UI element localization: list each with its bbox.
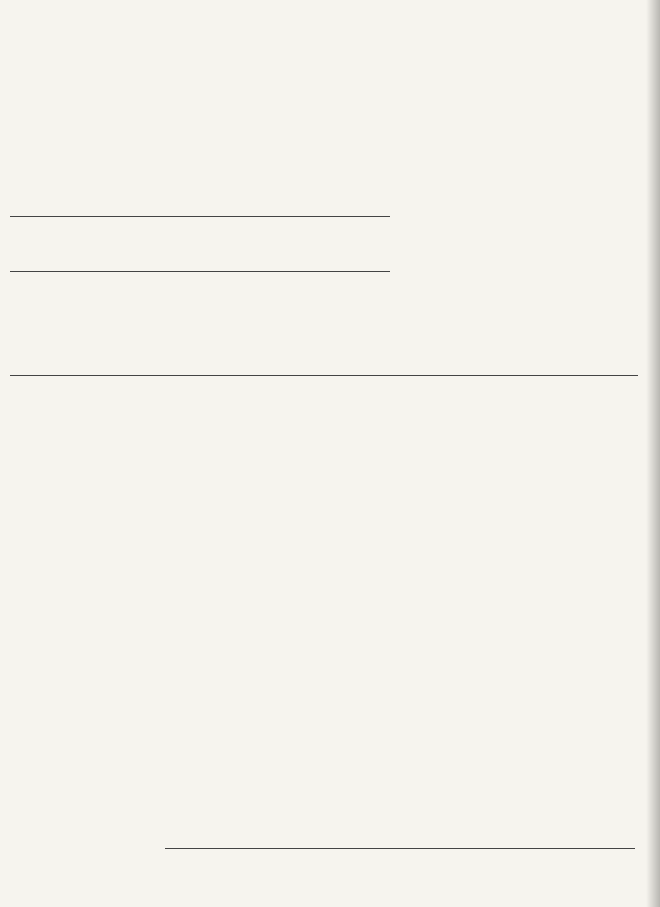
rule-chart-bottom	[165, 848, 635, 849]
column-right	[415, 70, 641, 95]
column-left	[170, 70, 390, 83]
rule-border-top	[10, 271, 390, 272]
rule-peerie-top	[10, 216, 390, 217]
page-edge-shadow	[646, 0, 660, 907]
rule-chart-top	[10, 375, 638, 376]
running-header	[168, 24, 180, 34]
